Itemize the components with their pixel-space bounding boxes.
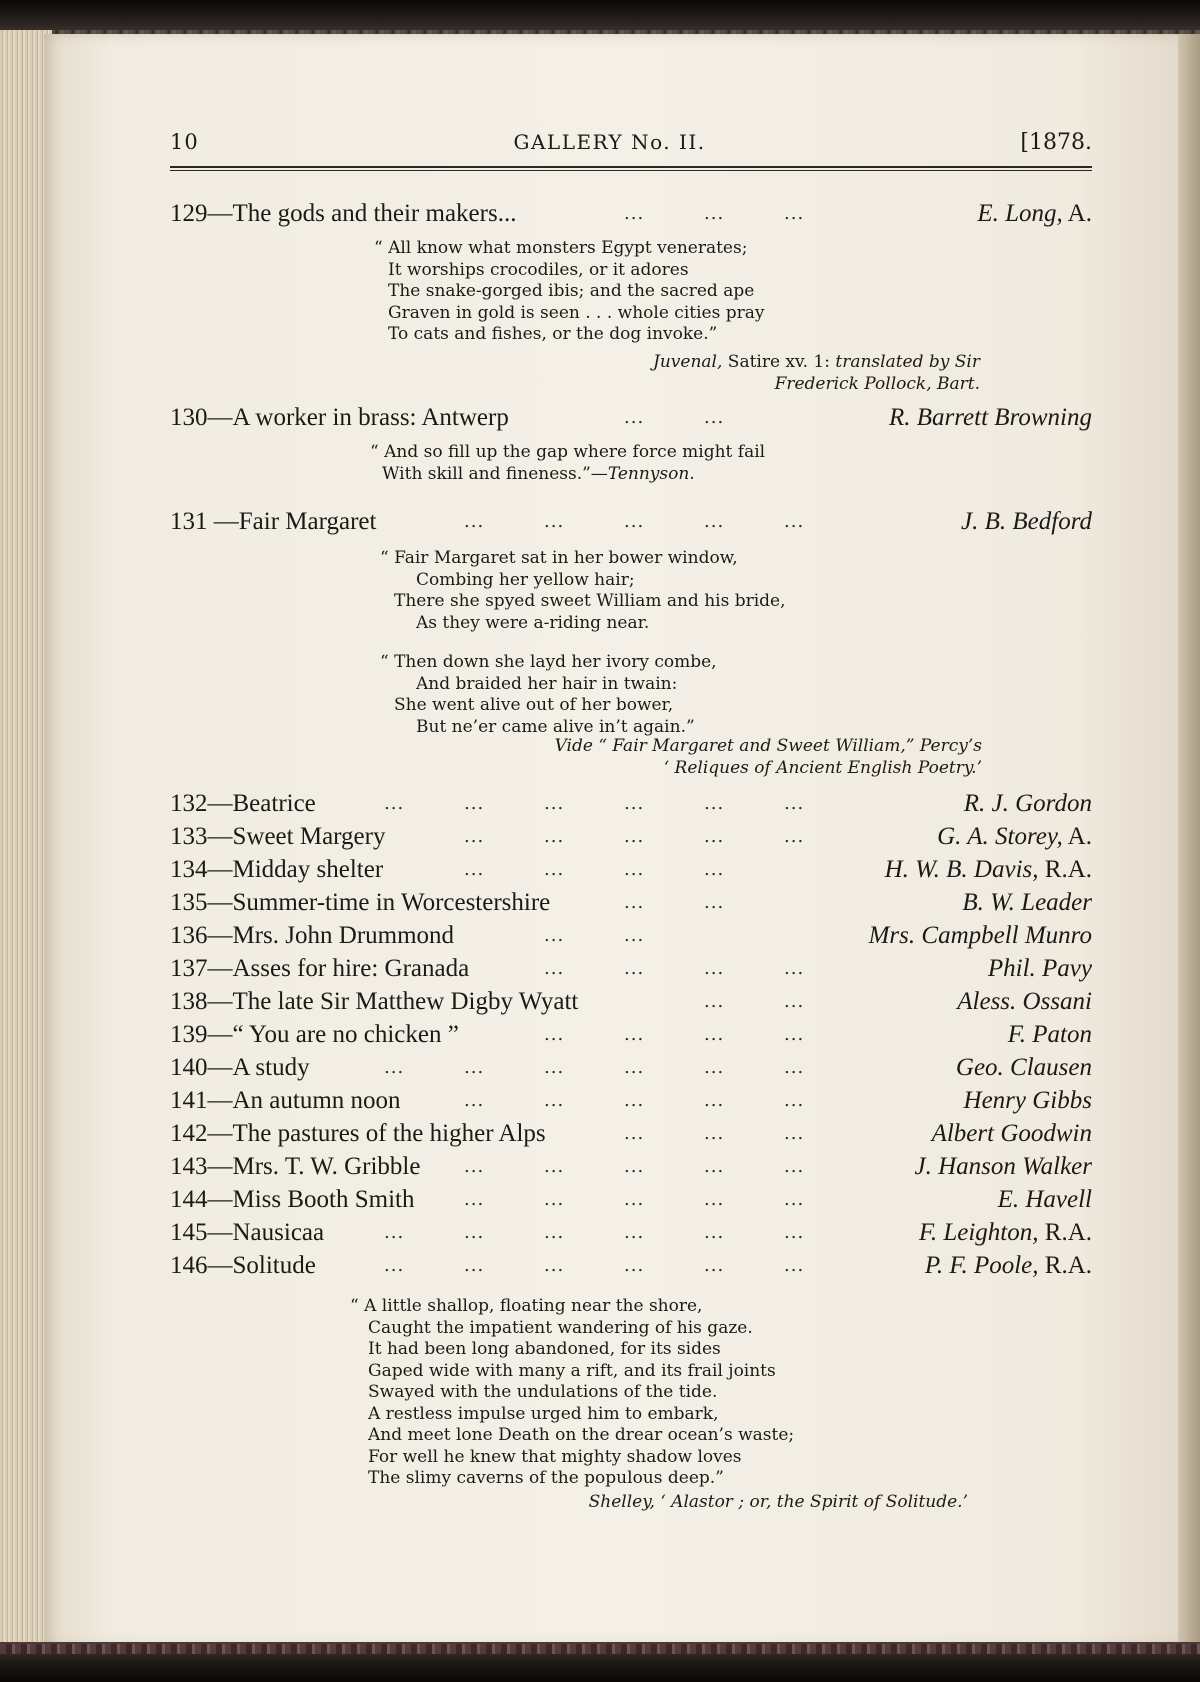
entry-title: 135—Summer-time in Worcestershire [170, 889, 551, 916]
gallery-title: GALLERY No. II. [513, 130, 706, 154]
entry-title: 133—Sweet Margery [170, 823, 386, 850]
entry-title: 134—Midday shelter [170, 856, 384, 883]
entry-title: 129—The gods and their makers... [170, 200, 517, 227]
entry-title: 142—The pastures of the higher Alps [170, 1120, 546, 1147]
catalogue-entry: 130—A worker in brass: Antwerp ... ... R. Barrett Browning [170, 402, 1092, 434]
entry-artist: G. A. Storey, A. [937, 823, 1092, 850]
entry-artist: Phil. Pavy [987, 955, 1092, 982]
entry-artist: Aless. Ossani [957, 988, 1092, 1015]
entry-artist: R. Barrett Browning [888, 404, 1092, 431]
entry-artist: H. W. B. Davis, R.A. [884, 856, 1092, 883]
header-rule [170, 166, 1092, 168]
verse-quote: “ All know what monsters Egypt venerates; It worships crocodiles, or it adores The snake-gorged ibis; and the sacred ape Graven in gold is seen . . . whole cities pray To cats and fishes, or the dog invoke.” [374, 238, 765, 344]
catalogue-entry: 129—The gods and their makers... ... ... ... E. Long, A. [170, 198, 1092, 230]
entry-title: 136—Mrs. John Drummond [170, 922, 455, 949]
verse-quote: “ Fair Margaret sat in her bower window, Combing her yellow hair; There she spyed sweet William and his bride, As they were a-riding near. [380, 548, 786, 633]
entry-title: 139—“ You are no chicken ” [170, 1021, 459, 1048]
entry-title: 131 —Fair Margaret [170, 508, 377, 535]
entry-artist: P. F. Poole, R.A. [924, 1252, 1092, 1279]
verse-citation: Shelley, ‘ Alastor ; or, the Spirit of Solitude.’ [588, 1492, 968, 1512]
book-binding-bottom [0, 1642, 1200, 1682]
entry-title: 145—Nausicaa [170, 1219, 325, 1246]
entry-artist: J. B. Bedford [961, 508, 1092, 535]
entry-artist: E. Havell [997, 1186, 1092, 1213]
catalogue-entry: 139—“ You are no chicken ” ... ... ... ... F. Paton [170, 1019, 1092, 1051]
catalogue-entry: 132—Beatrice ... ... ... ... ... ... R. J. Gordon [170, 788, 1092, 820]
verse-quote: “ And so fill up the gap where force might fail With skill and fineness.”—Tennyson. [370, 442, 766, 484]
entry-title: 137—Asses for hire: Granada [170, 955, 470, 982]
page-gutter-right [1178, 34, 1200, 1646]
catalogue-entry: 143—Mrs. T. W. Gribble ... ... ... ... ... J. Hanson Walker [170, 1151, 1092, 1183]
entry-artist: Albert Goodwin [931, 1120, 1092, 1147]
catalogue-page-content [170, 130, 1092, 1512]
verse-quote: “ A little shallop, floating near the shore, Caught the impatient wandering of his gaze. It had been long abandoned, for its sides Gaped wide with many a rift, and its frail joints Swayed with the undulations of the tide. A restless impulse urged him to embark, And meet lone Death on the drear ocean’s waste; For well he knew that mighty shadow loves The slimy caverns of the populous deep.” [350, 1296, 795, 1488]
catalogue-entry: 133—Sweet Margery ... ... ... ... ... G. A. Storey, A. [170, 821, 1092, 853]
catalogue-year: [1878. [1020, 130, 1092, 155]
entry-artist: F. Leighton, R.A. [918, 1219, 1092, 1246]
catalogue-entry: 141—An autumn noon ... ... ... ... ... Henry Gibbs [170, 1085, 1092, 1117]
entry-artist: B. W. Leader [962, 889, 1092, 916]
entry-title: 143—Mrs. T. W. Gribble [170, 1153, 421, 1180]
catalogue-entry: 142—The pastures of the higher Alps ... ... ... Albert Goodwin [170, 1118, 1092, 1150]
catalogue-entry: 135—Summer-time in Worcestershire ... ... B. W. Leader [170, 887, 1092, 919]
entry-title: 140—A study [170, 1054, 310, 1081]
verse-citation: Juvenal, Satire xv. 1: translated by Sir Frederick Pollock, Bart. [653, 352, 980, 394]
entry-title: 141—An autumn noon [170, 1087, 401, 1114]
running-header [170, 130, 1092, 164]
entry-title: 138—The late Sir Matthew Digby Wyatt [170, 988, 579, 1015]
entry-artist: F. Paton [1007, 1021, 1092, 1048]
entry-title: 132—Beatrice [170, 790, 316, 817]
catalogue-entry: 136—Mrs. John Drummond ... ... Mrs. Campbell Munro [170, 920, 1092, 952]
catalogue-entry: 131 —Fair Margaret ... ... ... ... ... J. B. Bedford [170, 506, 1092, 538]
entry-title: 144—Miss Booth Smith [170, 1186, 415, 1213]
entry-artist: J. Hanson Walker [914, 1153, 1092, 1180]
entry-artist: Mrs. Campbell Munro [868, 922, 1092, 949]
catalogue-entry: 138—The late Sir Matthew Digby Wyatt ... ... Aless. Ossani [170, 986, 1092, 1018]
page-number: 10 [170, 130, 199, 154]
entry-title: 146—Solitude [170, 1252, 316, 1279]
verse-quote: “ Then down she layd her ivory combe, And braided her hair in twain: She went alive out of her bower, But ne’er came alive in’t again.” [380, 652, 717, 737]
verse-citation: Vide “ Fair Margaret and Sweet William,” Percy’s ‘ Reliques of Ancient English Poetry.’ [554, 736, 982, 778]
entry-artist: R. J. Gordon [963, 790, 1092, 817]
catalogue-entry: 140—A study ... ... ... ... ... ... Geo. Clausen [170, 1052, 1092, 1084]
catalogue-entry: 145—Nausicaa ... ... ... ... ... ... F. Leighton, R.A. [170, 1217, 1092, 1249]
catalogue-entry: 137—Asses for hire: Granada ... ... ... ... Phil. Pavy [170, 953, 1092, 985]
catalogue-entry: 134—Midday shelter ... ... ... ... H. W. B. Davis, R.A. [170, 854, 1092, 886]
catalogue-entry: 144—Miss Booth Smith ... ... ... ... ... E. Havell [170, 1184, 1092, 1216]
entry-title: 130—A worker in brass: Antwerp [170, 404, 509, 431]
entry-artist: Geo. Clausen [955, 1054, 1092, 1081]
catalogue-entry: 146—Solitude ... ... ... ... ... ... P. F. Poole, R.A. [170, 1250, 1092, 1282]
header-rule-thin [170, 170, 1092, 171]
entry-artist: Henry Gibbs [963, 1087, 1092, 1114]
entry-artist: E. Long, A. [977, 200, 1092, 227]
